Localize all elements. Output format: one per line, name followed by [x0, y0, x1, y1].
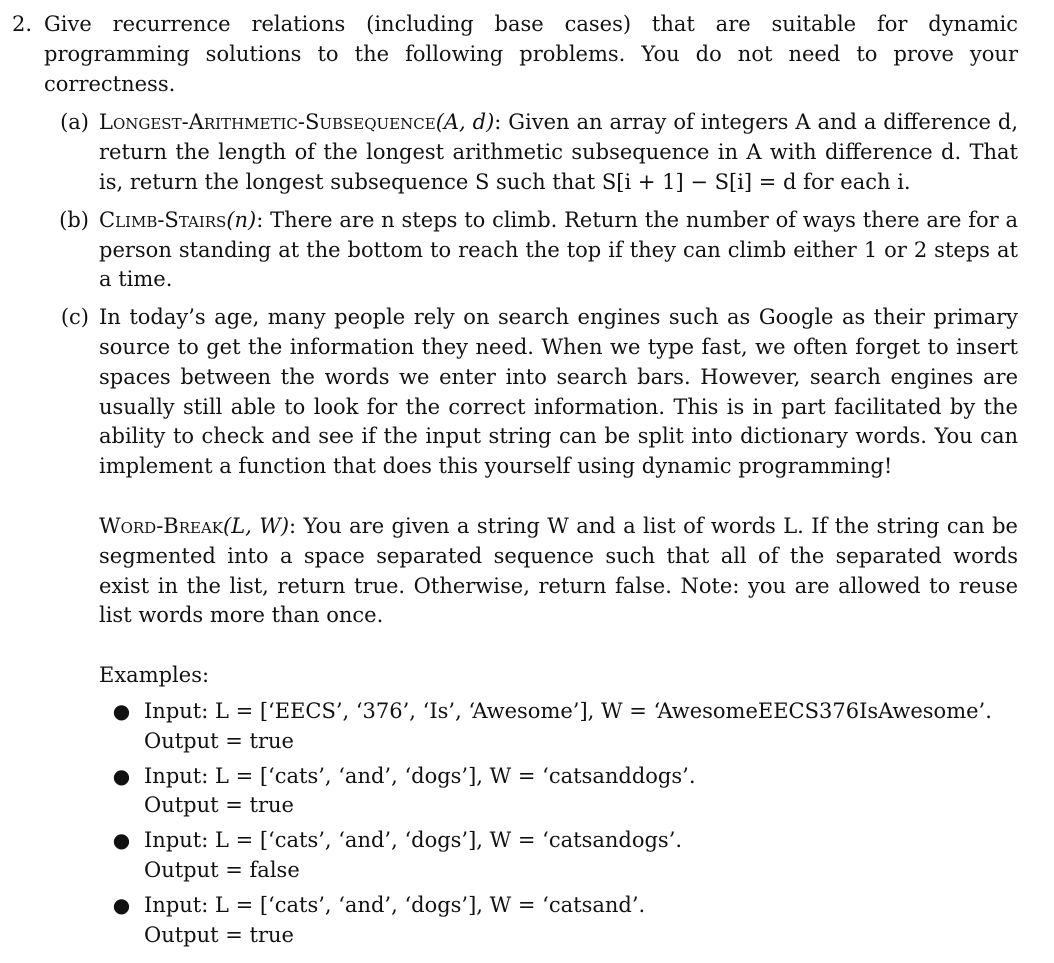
part-a — [44, 108, 1018, 197]
part-b — [44, 206, 1018, 295]
part-a-text: : Given an array of integers A and a difference d, return the length of the longest arithmetic subsequence in A with difference d. That is, return the longest subsequence S such that S[i + 1] − S[i] = d for each i. — [99, 110, 1018, 194]
problem-intro: Give recurrence relations (including base cases) that are suitable for dynamic programming solutions to the following problems. You do not need to prove your correctness. — [44, 12, 1018, 96]
part-c-signature: (L, W) — [223, 513, 290, 538]
part-c-label: (c) — [60, 305, 89, 330]
part-a-body — [99, 108, 1018, 197]
bullet-icon: ● — [112, 892, 131, 917]
part-c-text: : You are given a string W and a list of words L. If the string can be segmented into a space separated sequence such that all of the separated words exist in the list, return true. Otherwise, return false. Note: you are allowed to reuse list words more than once. — [99, 513, 1018, 628]
part-a-function-name: Longest-Arithmetic-Subsequence — [99, 110, 436, 135]
example-output: Output = false — [144, 857, 300, 882]
part-b-label: (b) — [59, 207, 89, 232]
example-output: Output = true — [144, 922, 294, 947]
problem-number: 2. — [12, 12, 33, 36]
example-item — [99, 697, 1018, 757]
word-break-description — [99, 512, 1018, 631]
examples-label: Examples: — [99, 663, 210, 688]
example-item — [99, 891, 1018, 951]
example-input: Input: L = [‘cats’, ‘and’, ‘dogs’], W = ‘catsandogs’. — [144, 828, 683, 853]
bullet-icon: ● — [112, 763, 131, 788]
example-output: Output = true — [144, 728, 294, 753]
problem-2 — [12, 10, 1018, 963]
part-b-function-name: Climb-Stairs — [99, 207, 227, 232]
part-b-body — [99, 206, 1018, 295]
part-a-label: (a) — [60, 110, 89, 135]
problem-body — [44, 10, 1018, 963]
problem-parts — [44, 108, 1018, 955]
part-b-signature: (n) — [226, 207, 257, 232]
example-input: Input: L = [‘EECS’, ‘376’, ‘Is’, ‘Awesome’], W = ‘AwesomeEECS376IsAwesome’. — [144, 698, 992, 723]
examples-list — [99, 697, 1018, 950]
example-output: Output = true — [144, 793, 294, 818]
part-c-function-name: Word-Break — [99, 513, 224, 538]
part-c — [44, 303, 1018, 955]
example-input: Input: L = [‘cats’, ‘and’, ‘dogs’], W = ‘catsand’. — [144, 892, 646, 917]
bullet-icon: ● — [112, 828, 131, 853]
part-a-signature: (A, d) — [435, 110, 495, 135]
part-c-paragraph: In today’s age, many people rely on search engines such as Google as their primary source to get the information they need. When we type fast, we often forget to insert spaces between the words we enter into search bars. However, search engines are usually still able to look for the correct information. This is in part facilitated by the ability to check and see if the input string can be split into dictionary words. You can implement a function that does this yourself using dynamic programming! — [99, 305, 1018, 479]
part-b-text: : There are n steps to climb. Return the number of ways there are for a person standing at the bottom to reach the top if they can climb either 1 or 2 steps at a time. — [99, 207, 1018, 292]
example-item — [99, 826, 1018, 886]
example-item — [99, 762, 1018, 822]
example-input: Input: L = [‘cats’, ‘and’, ‘dogs’], W = ‘catsanddogs’. — [144, 763, 696, 788]
part-c-body — [99, 303, 1018, 955]
bullet-icon: ● — [112, 698, 131, 723]
